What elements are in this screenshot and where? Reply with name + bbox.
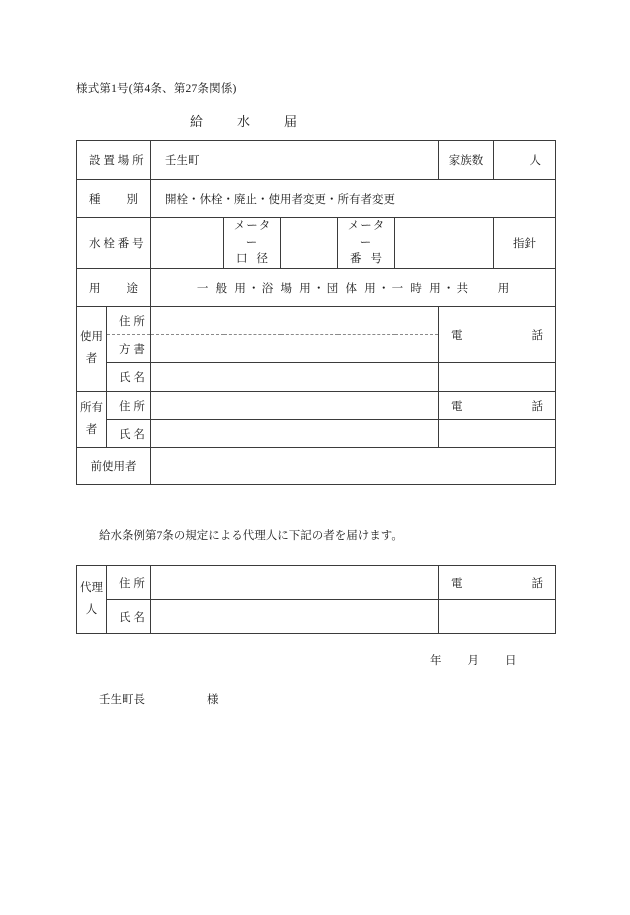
family-count-unit[interactable]: 人 — [494, 141, 556, 180]
use-label: 用 途 — [77, 269, 151, 307]
agent-address-label: 住 所 — [107, 566, 151, 600]
agent-phone-value[interactable] — [439, 600, 556, 634]
meter-index-label: 指針 — [494, 218, 556, 269]
user-phone-value[interactable] — [439, 363, 556, 392]
user-name-value[interactable] — [151, 363, 439, 392]
agent-declaration-text: 給水条例第7条の規定による代理人に下記の者を届けます。 — [99, 530, 403, 542]
owner-address-label: 住 所 — [107, 392, 151, 420]
agent-name-value[interactable] — [151, 600, 439, 634]
owner-name-value[interactable] — [151, 420, 439, 448]
use-options-value[interactable]: 一 般 用・浴 場 用・団 体 用・一 時 用・共 用 — [151, 269, 556, 307]
tap-number-value[interactable] — [151, 218, 224, 269]
user-address-value[interactable] — [151, 307, 439, 335]
owner-phone-label[interactable]: 電 話 — [439, 392, 556, 420]
meter-diameter-value[interactable] — [281, 218, 338, 269]
form-code: 様式第1号(第4条、第27条関係) — [76, 83, 237, 95]
user-building-value[interactable] — [151, 335, 439, 363]
install-location-value[interactable]: 壬生町 — [151, 141, 439, 180]
table-row-user-address — [77, 307, 556, 335]
agent-address-value[interactable] — [151, 566, 439, 600]
tap-number-label: 水 栓 番 号 — [77, 218, 151, 269]
date-line[interactable]: 年月日 — [430, 655, 543, 667]
table-row-previous-user — [77, 448, 556, 485]
user-building-label: 方 書 — [107, 335, 151, 363]
table-row-owner-address — [77, 392, 556, 420]
table-row-meter — [77, 218, 556, 269]
user-phone-label[interactable]: 電 話 — [439, 307, 556, 363]
owner-section-label: 所有者 — [77, 392, 107, 448]
owner-address-value[interactable] — [151, 392, 439, 420]
user-address-label: 住 所 — [107, 307, 151, 335]
agent-name-label: 氏 名 — [107, 600, 151, 634]
meter-diameter-label-line1: メーター — [233, 220, 272, 249]
type-label: 種 別 — [77, 180, 151, 218]
addressee-honorific: 様 — [207, 694, 219, 706]
meter-number-label-line1: メーター — [347, 220, 386, 249]
table-row-use — [77, 269, 556, 307]
table-row-type — [77, 180, 556, 218]
user-name-label: 氏 名 — [107, 363, 151, 392]
meter-number-value[interactable] — [395, 218, 494, 269]
table-row-agent-name — [77, 600, 556, 634]
page-title: 給水届 — [190, 114, 332, 129]
table-row-owner-name — [77, 420, 556, 448]
type-options-value[interactable]: 開栓・休栓・廃止・使用者変更・所有者変更 — [151, 180, 556, 218]
meter-number-label — [338, 218, 395, 269]
previous-user-label: 前使用者 — [77, 448, 151, 485]
install-location-label: 設 置 場 所 — [77, 141, 151, 180]
user-section-label: 使用者 — [77, 307, 107, 392]
addressee-name: 壬生町長 — [99, 694, 145, 706]
table-row-agent-address — [77, 566, 556, 600]
main-form-table — [76, 140, 556, 485]
agent-form-table — [76, 565, 556, 634]
family-count-label: 家族数 — [439, 141, 494, 180]
meter-diameter-label-line2: 口 径 — [236, 253, 268, 266]
previous-user-value[interactable] — [151, 448, 556, 485]
agent-phone-label[interactable]: 電 話 — [439, 566, 556, 600]
owner-name-label: 氏 名 — [107, 420, 151, 448]
meter-number-label-line2: 番 号 — [350, 253, 382, 266]
owner-phone-value[interactable] — [439, 420, 556, 448]
meter-diameter-label — [224, 218, 281, 269]
table-row-install-location — [77, 141, 556, 180]
table-row-user-name — [77, 363, 556, 392]
addressee-line — [99, 691, 219, 707]
agent-section-label: 代理人 — [77, 566, 107, 634]
